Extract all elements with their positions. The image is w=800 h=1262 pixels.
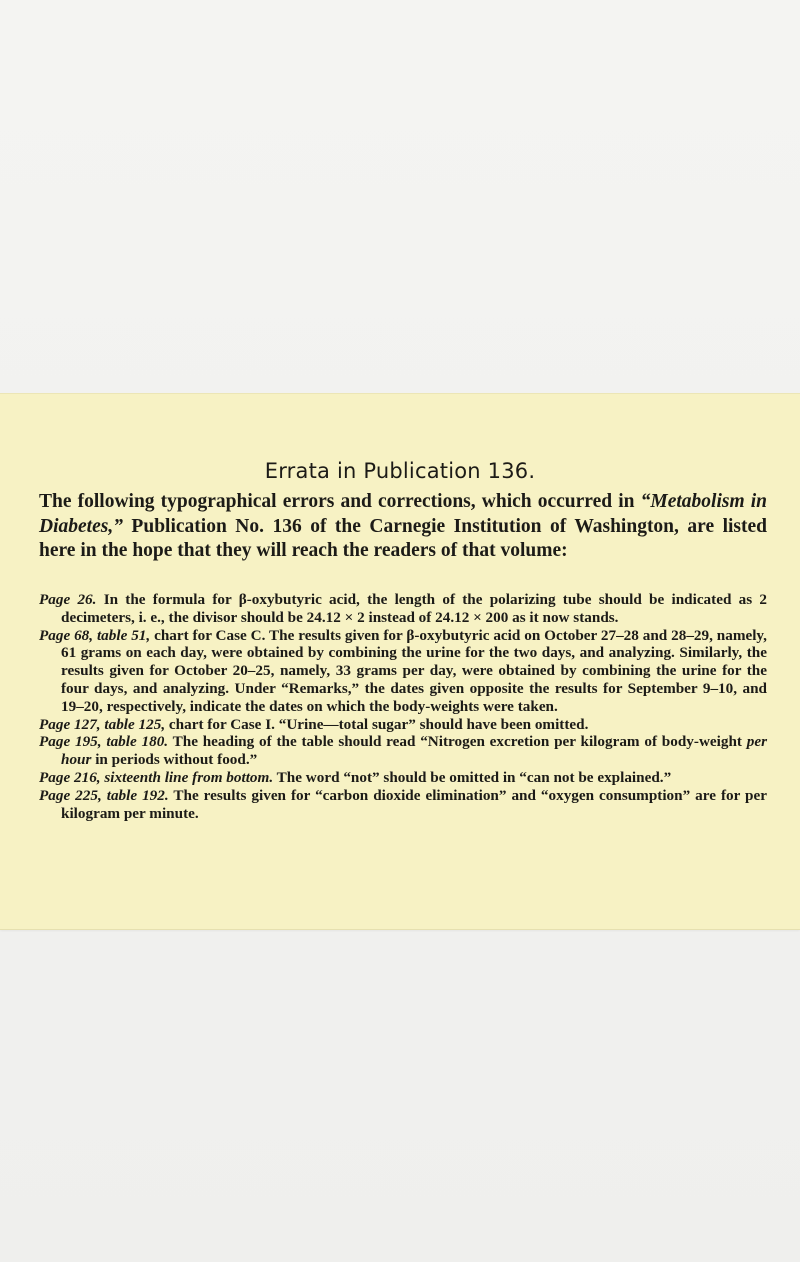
errata-title: Errata in Publication 136.	[264, 459, 536, 483]
errata-entry-page-216	[39, 769, 767, 787]
intro-publication-title: “Metabolism in Diabetes,”	[39, 491, 767, 537]
entry-reference: Page 127, table 125,	[39, 715, 166, 733]
intro-text-end: Publication No. 136 of the Carnegie Institution of Washington, are listed here in the hope that they will reach the readers of that volume:	[39, 515, 767, 561]
entry-reference: Page 195, table 180.	[39, 733, 169, 751]
errata-entry-page-195	[39, 733, 767, 769]
entry-text: The results given for “carbon dioxide elimination” and “oxygen consumption” are for per kilogram per minute.	[61, 786, 767, 822]
entry-text-italic: per hour	[61, 733, 768, 769]
errata-list	[39, 591, 767, 822]
entry-reference: Page 26.	[39, 591, 97, 608]
intro-paragraph	[39, 490, 767, 564]
errata-entry-page-26	[39, 591, 767, 627]
errata-entry-page-225	[39, 787, 767, 823]
entry-text-start: The heading of the table should read “Nitrogen excretion per kilogram of body-weight	[168, 733, 747, 751]
entry-text: chart for Case I. “Urine—total sugar” should have been omitted.	[165, 715, 589, 733]
entry-reference: Page 68, table 51,	[39, 626, 151, 644]
entry-text: The word “not” should be omitted in “can not be explained.”	[273, 768, 672, 786]
entry-text: In the formula for β-oxybutyric acid, the length of the polarizing tube should be indicated as 2 decimeters, i. e., the divisor should be 24.12 × 2 instead of 24.12 × 200 as it now stands.	[61, 591, 767, 626]
errata-entry-page-127	[39, 716, 767, 734]
entry-reference: Page 225, table 192.	[39, 786, 169, 804]
entry-text: chart for Case C. The results given for β-oxybutyric acid on October 27–28 and 28–29, namely, 61 grams on each day, were obtained by combining the urine for the two days, and analyzing. Similarly, the results given for October 20–25, namely, 33 grams per day, were obtained by combining the urine for the four days, and analyzing. Under “Remarks,” the dates given opposite the results for September 9–10, and 19–20, respectively, indicate the dates on which the body-weights were taken.	[61, 626, 767, 715]
errata-entry-page-68	[39, 627, 767, 716]
intro-text-start: The following typographical errors and corrections, which occurred in	[39, 491, 641, 512]
entry-text-end: in periods without food.”	[91, 751, 258, 769]
entry-reference: Page 216, sixteenth line from bottom.	[39, 768, 274, 786]
